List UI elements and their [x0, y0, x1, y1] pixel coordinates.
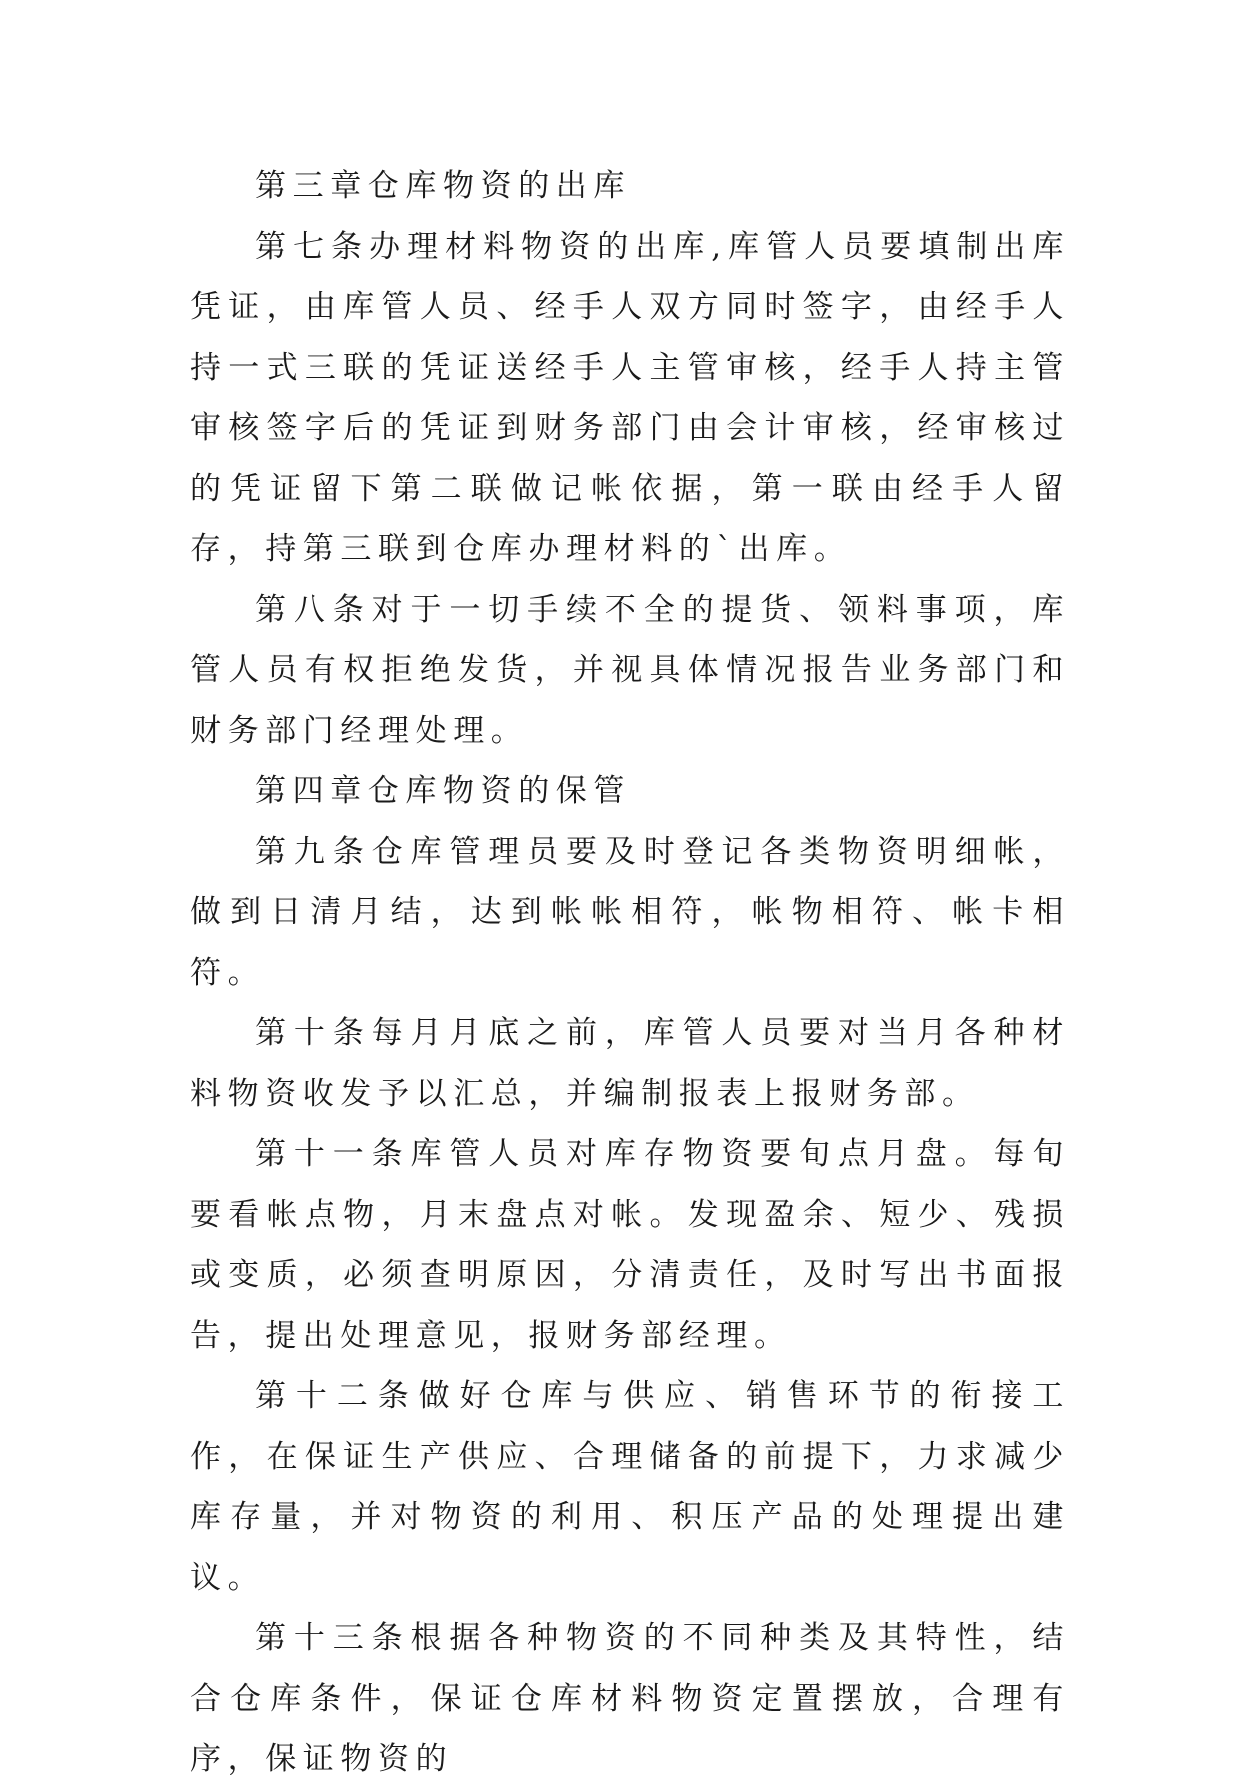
article-8-paragraph: 第八条对于一切手续不全的提货、领料事项，库管人员有权拒绝发货，并视具体情况报告业务部门和财务部门经理处理。	[190, 591, 1070, 749]
article-12-paragraph: 第十二条做好仓库与供应、销售环节的衔接工作，在保证生产供应、合理储备的前提下，力求减少库存量，并对物资的利用、积压产品的处理提出建议。	[190, 1378, 1070, 1596]
chapter-heading-3: 第三章仓库物资的出库	[255, 168, 631, 204]
article-7-paragraph: 第七条办理材料物资的出库,库管人员要填制出库凭证，由库管人员、经手人双方同时签字，由经手人持一式三联的凭证送经手人主管审核，经手人持主管审核签字后的凭证到财务部门由会计审核，经审核过的凭证留下第二联做记帐依据，第一联由经手人留存，持第三联到仓库办理材料的`出库。	[190, 228, 1070, 567]
article-13-paragraph: 第十三条根据各种物资的不同种类及其特性，结合仓库条件，保证仓库材料物资定置摆放，合理有序，保证物资的	[190, 1620, 1070, 1777]
article-11-paragraph: 第十一条库管人员对库存物资要旬点月盘。每旬要看帐点物，月末盘点对帐。发现盈余、短少、残损或变质，必须查明原因，分清责任，及时写出书面报告，提出处理意见，报财务部经理。	[190, 1136, 1070, 1354]
article-9-paragraph: 第九条仓库管理员要及时登记各类物资明细帐，做到日清月结，达到帐帐相符，帐物相符、帐卡相符。	[190, 833, 1070, 991]
article-10-paragraph: 第十条每月月底之前，库管人员要对当月各种材料物资收发予以汇总，并编制报表上报财务部。	[190, 1015, 1070, 1112]
chapter-heading-4: 第四章仓库物资的保管	[255, 773, 631, 809]
document-body	[190, 156, 1070, 1790]
